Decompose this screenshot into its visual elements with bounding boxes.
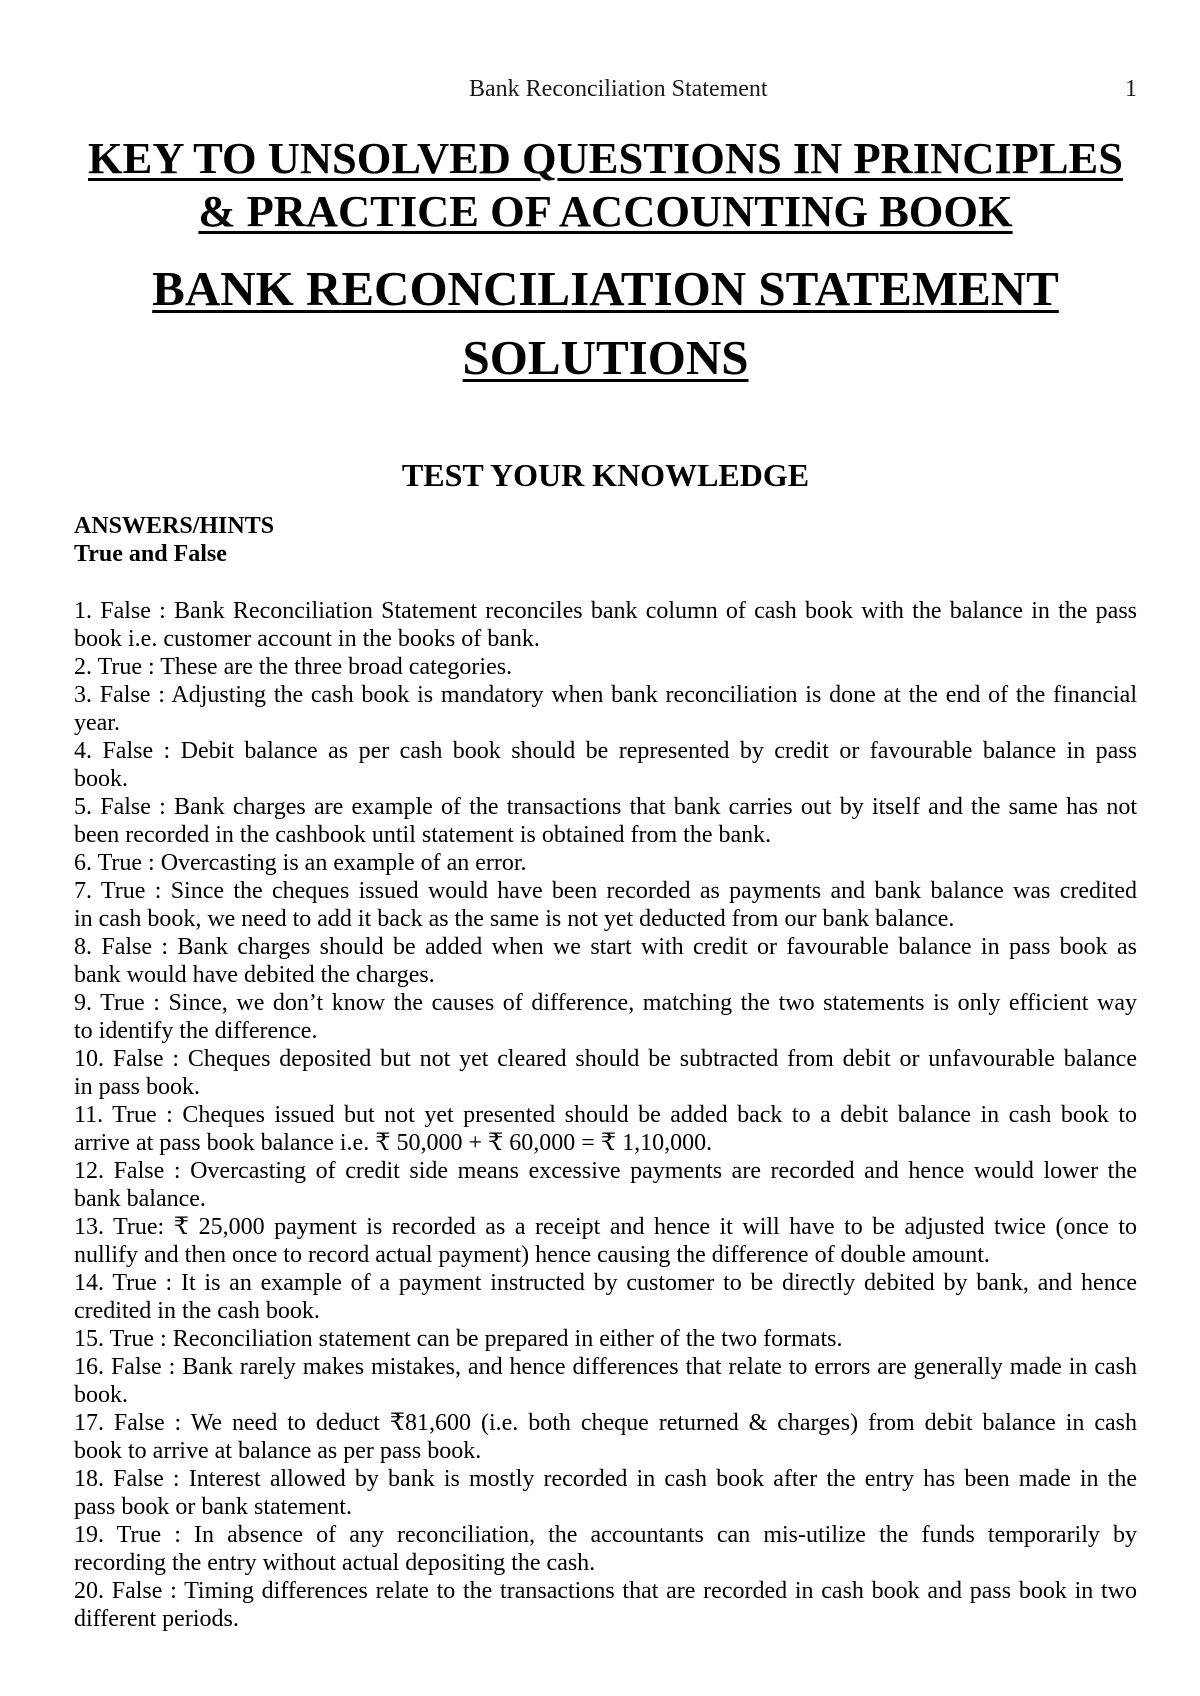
answer-line: recording the entry without actual depositing the cash. — [74, 1550, 596, 1576]
answer-line: nullify and then once to record actual payment) hence causing the difference of double amount. — [74, 1242, 990, 1268]
answer-line: book to arrive at balance as per pass book. — [74, 1438, 482, 1464]
answer-line: 18. False : Interest allowed by bank is mostly recorded in cash book after the entry has been made in the — [74, 1466, 1137, 1492]
answer-item — [74, 681, 1137, 737]
answer-line: 20. False : Timing differences relate to the transactions that are recorded in cash book and pass book in two — [74, 1578, 1137, 1604]
answer-line: 12. False : Overcasting of credit side means excessive payments are recorded and hence would lower the — [74, 1158, 1137, 1184]
answer-line: arrive at pass book balance i.e. ₹ 50,000 + ₹ 60,000 = ₹ 1,10,000. — [74, 1130, 713, 1156]
subtitle-line-2: SOLUTIONS — [462, 330, 749, 385]
answer-line: 14. True : It is an example of a payment instructed by customer to be directly debited by bank, and hence — [74, 1270, 1137, 1296]
answer-line: 5. False : Bank charges are example of the transactions that bank carries out by itself and the same has not — [74, 794, 1137, 820]
answer-line: 9. True : Since, we don’t know the causes of difference, matching the two statements is only efficient way — [74, 990, 1137, 1016]
answer-item — [74, 1045, 1137, 1101]
answer-line: 16. False : Bank rarely makes mistakes, and hence differences that relate to errors are generally made in cash — [74, 1354, 1137, 1380]
answer-line: different periods. — [74, 1606, 239, 1632]
answer-item — [74, 1409, 1137, 1465]
answer-line: 13. True: ₹ 25,000 payment is recorded as a receipt and hence it will have to be adjusted twice (once to — [74, 1214, 1137, 1240]
answer-line: 8. False : Bank charges should be added when we start with credit or favourable balance in pass book as — [74, 934, 1137, 960]
answer-item — [74, 933, 1137, 989]
answer-item — [74, 597, 1137, 653]
answer-line: 6. True : Overcasting is an example of an error. — [74, 850, 527, 876]
running-header-title: Bank Reconciliation Statement — [469, 76, 768, 102]
answer-line: been recorded in the cashbook until statement is obtained from the bank. — [74, 822, 772, 848]
title-line-2: & PRACTICE OF ACCOUNTING BOOK — [198, 186, 1013, 236]
answers-list — [74, 597, 1137, 1633]
answer-line: to identify the difference. — [74, 1018, 318, 1044]
answers-subheading: True and False — [74, 541, 227, 567]
answer-item — [74, 1269, 1137, 1325]
answer-line: year. — [74, 710, 120, 736]
answer-item — [74, 989, 1137, 1045]
answer-line: pass book or bank statement. — [74, 1494, 352, 1520]
answer-line: in cash book, we need to add it back as the same is not yet deducted from our bank balance. — [74, 906, 955, 932]
subtitle-line-1: BANK RECONCILIATION STATEMENT — [152, 261, 1059, 316]
answer-line: in pass book. — [74, 1074, 200, 1100]
answer-item — [74, 1577, 1137, 1633]
answer-item — [74, 1101, 1137, 1157]
answer-item — [74, 849, 1137, 877]
answer-line: 10. False : Cheques deposited but not yet cleared should be subtracted from debit or unfavourable balance — [74, 1046, 1137, 1072]
answer-item — [74, 877, 1137, 933]
answer-line: credited in the cash book. — [74, 1298, 320, 1324]
answer-item — [74, 1353, 1137, 1409]
answer-line: 15. True : Reconciliation statement can be prepared in either of the two formats. — [74, 1326, 843, 1352]
answer-line: 17. False : We need to deduct ₹81,600 (i.e. both cheque returned & charges) from debit balance in cash — [74, 1410, 1137, 1436]
answer-item — [74, 1521, 1137, 1577]
answer-item — [74, 1325, 1137, 1353]
answer-line: 2. True : These are the three broad categories. — [74, 654, 513, 680]
answer-line: bank would have debited the charges. — [74, 962, 435, 988]
answer-item — [74, 653, 1137, 681]
answer-item — [74, 1157, 1137, 1213]
section-heading: TEST YOUR KNOWLEDGE — [401, 457, 810, 493]
answer-line: book. — [74, 766, 128, 792]
page-number: 1 — [1125, 76, 1137, 102]
answer-line: 1. False : Bank Reconciliation Statement reconciles bank column of cash book with the balance in the pass — [74, 598, 1137, 624]
title-line-1: KEY TO UNSOLVED QUESTIONS IN PRINCIPLES — [88, 133, 1123, 183]
answer-line: 3. False : Adjusting the cash book is mandatory when bank reconciliation is done at the end of the financial — [74, 682, 1137, 708]
answers-heading: ANSWERS/HINTS — [74, 513, 275, 539]
answer-item — [74, 737, 1137, 793]
answer-line: book. — [74, 1382, 128, 1408]
answer-line: book i.e. customer account in the books of bank. — [74, 626, 540, 652]
answer-line: 19. True : In absence of any reconciliation, the accountants can mis-utilize the funds temporarily by — [74, 1522, 1137, 1548]
answer-line: 4. False : Debit balance as per cash book should be represented by credit or favourable balance in pass — [74, 738, 1137, 764]
answer-line: 7. True : Since the cheques issued would have been recorded as payments and bank balance was credited — [74, 878, 1137, 904]
answer-item — [74, 1213, 1137, 1269]
answer-item — [74, 1465, 1137, 1521]
answer-item — [74, 793, 1137, 849]
answer-line: bank balance. — [74, 1186, 206, 1212]
answer-line: 11. True : Cheques issued but not yet presented should be added back to a debit balance in cash book to — [74, 1102, 1137, 1128]
